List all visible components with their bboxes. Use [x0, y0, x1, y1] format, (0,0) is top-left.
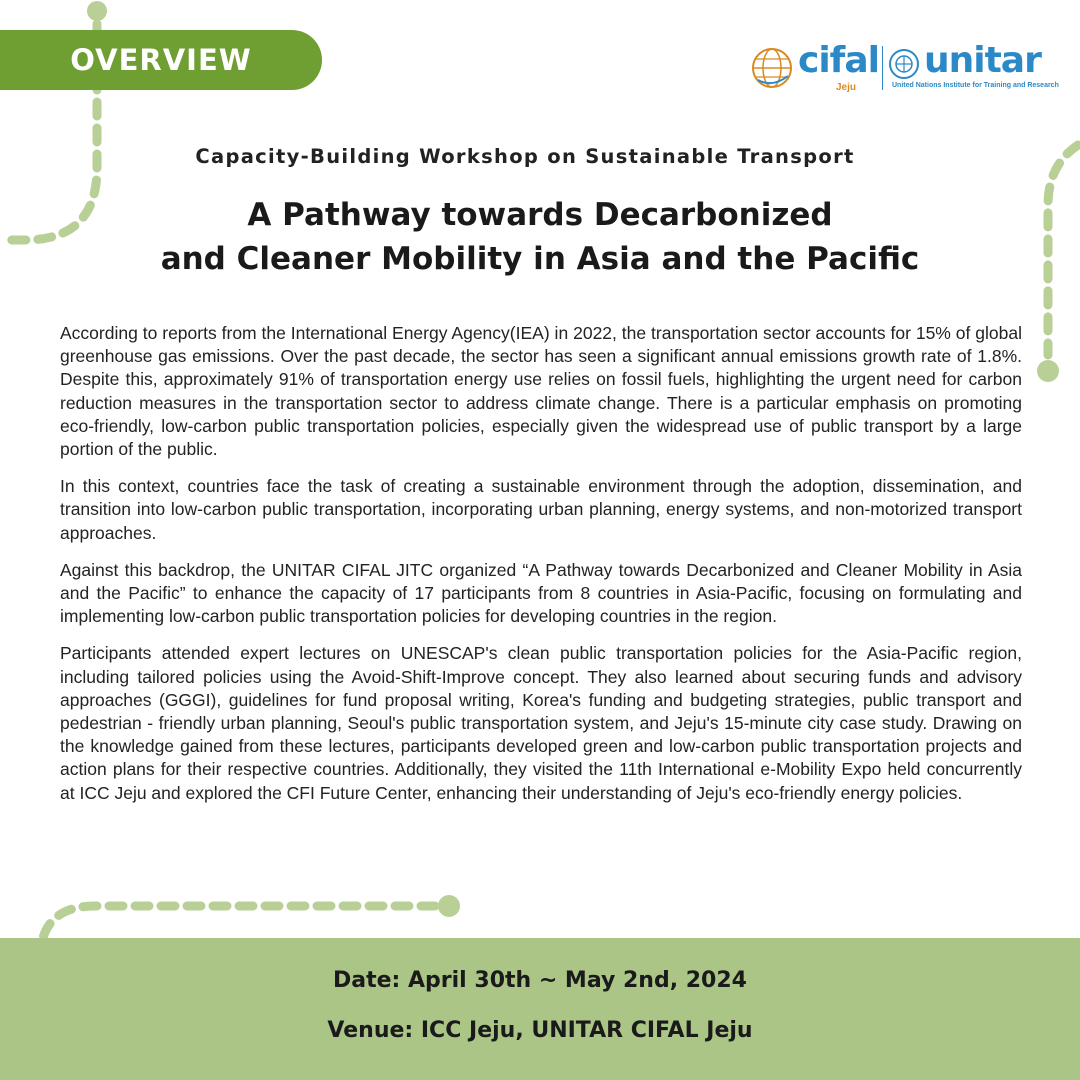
overview-body [60, 322, 1022, 819]
cifal-globe-icon [750, 46, 794, 90]
body-paragraph: Participants attended expert lectures on UNESCAP's clean public transportation policies for the Asia-Pacific region, including tailored policies using the Avoid-Shift-Improve concept. They also learned about securing funds and advisory approaches (GGGI), guidelines for fund proposal writing, Korea's funding and budgeting strategies, public transport and pedestrian - friendly urban planning, Seoul's public transportation system, and Jeju's 15-minute city case study. Drawing on the knowledge gained from these lectures, participants developed green and low-carbon public transportation projects and action plans for their respective countries. Additionally, they visited the 11th International e-Mobility Expo held concurrently at ICC Jeju and explored the CFI Future Center, enhancing their understanding of Jeju's eco-friendly energy policies. [60, 643, 1022, 803]
right-dot [1037, 360, 1059, 382]
unitar-logo-text: unitar [924, 40, 1041, 81]
workshop-subtitle: Capacity-Building Workshop on Sustainable Transport [195, 145, 855, 168]
title-line-2: and Cleaner Mobility in Asia and the Pacific [160, 241, 920, 277]
partner-logos [750, 40, 1059, 100]
un-emblem-icon [888, 48, 920, 80]
overview-tag [0, 30, 322, 90]
top-dot [87, 1, 107, 21]
event-footer [0, 938, 1080, 1080]
bottom-dot [438, 895, 460, 917]
page-title [0, 193, 1080, 281]
title-line-1: A Pathway towards Decarbonized [247, 197, 833, 233]
body-paragraph: According to reports from the International Energy Agency(IEA) in 2022, the transportation sector accounts for 15% of global greenhouse gas emissions. Over the past decade, the sector has seen a significant annual emissions growth rate of 1.8%. Despite this, approximately 91% of transportation energy use relies on fossil fuels, highlighting the urgent need for carbon reduction measures in the transportation sector to address climate change. There is a particular emphasis on promoting eco-friendly, low-carbon public transportation policies, especially given the widespread use of public transport by a large portion of the public. [60, 323, 1022, 460]
cifal-logo-text: cifal [798, 40, 879, 81]
logo-divider [882, 46, 883, 90]
unitar-logo-subtext: United Nations Institute for Training and Research [892, 82, 1059, 89]
cifal-logo-subtext: Jeju [836, 82, 857, 93]
body-paragraph: Against this backdrop, the UNITAR CIFAL JITC organized “A Pathway towards Decarbonized and Cleaner Mobility in Asia and the Pacific” to enhance the capacity of 17 participants from 8 countries in Asia-Pacific, focusing on formulating and implementing low-carbon public transportation policies for developing countries in the region. [60, 559, 1022, 627]
overview-tag-label: OVERVIEW [70, 43, 252, 77]
event-venue: Venue: ICC Jeju, UNITAR CIFAL Jeju [327, 1018, 753, 1043]
event-date: Date: April 30th ~ May 2nd, 2024 [333, 968, 747, 993]
body-paragraph: In this context, countries face the task of creating a sustainable environment through the adoption, dissemination, and transition into low-carbon public transportation, incorporating urban planning, energy systems, and non-motorized transport approaches. [60, 476, 1022, 543]
